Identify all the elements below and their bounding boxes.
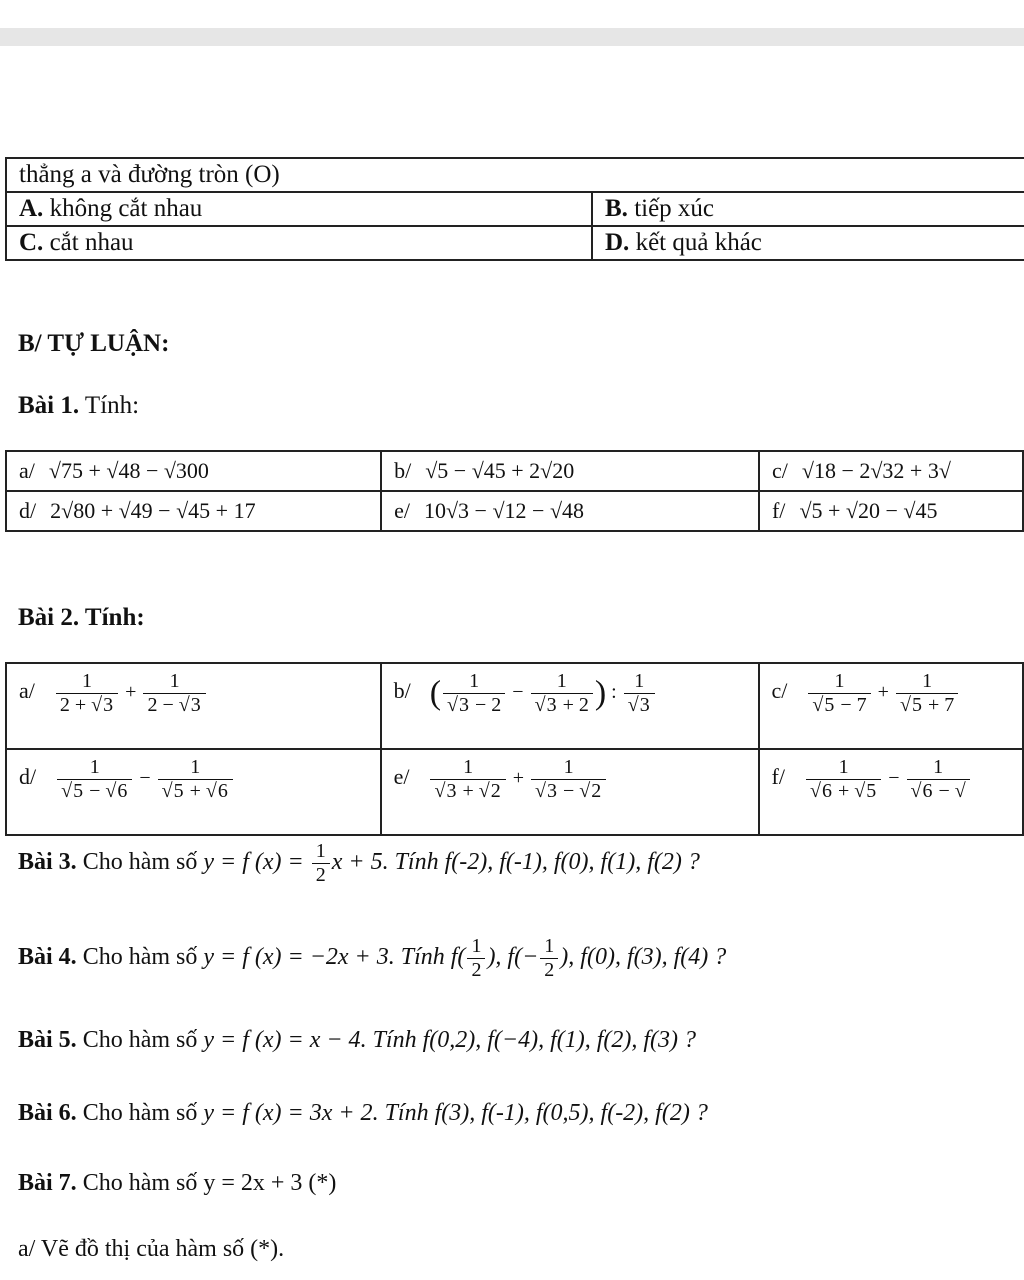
bai6-line: Bài 6. Cho hàm số y = f (x) = 3x + 2. Tính f(3), f(-1), f(0,5), f(-2), f(2) ? bbox=[18, 1100, 708, 1126]
bai1-item-d: d/ 2√80 + √49 − √45 + 17 bbox=[6, 491, 381, 531]
bai4-line: Bài 4. Cho hàm số y = f (x) = −2x + 3. Tính f( $\frac{1}{2}$ ), f(− $\frac{1}{2}$ ), f(0), f(3), f(4) ? bbox=[18, 935, 727, 981]
option-d: D. kết quả khác bbox=[592, 226, 1024, 260]
bai2-item-f: f/ $\frac{1}{√6 + √5}$ − $\frac{1}{√6 - √}$ bbox=[759, 749, 1023, 835]
top-bar bbox=[0, 28, 1024, 46]
bai1-item-b: b/ √5 − √45 + 2√20 bbox=[381, 451, 759, 491]
bai2-item-d: d/ $\frac{1}{√5 - √6}$ − $\frac{1}{√5 + √6}$ bbox=[6, 749, 381, 835]
bai2-table bbox=[5, 662, 1024, 836]
bai7a-line: a/ Vẽ đồ thị của hàm số (*). bbox=[18, 1236, 285, 1262]
option-c: C. cắt nhau bbox=[6, 226, 592, 260]
bai3-line: Bài 3. Cho hàm số y = f (x) = $\frac{1}{2}$ x + 5. Tính f(-2), f(-1), f(0), f(1), f(2) ? bbox=[18, 840, 700, 886]
bai2-item-c: c/ $\frac{1}{√5 - 7}$ + $\frac{1}{√5 + 7}$ bbox=[759, 663, 1023, 749]
bai1-item-f: f/ √5 + √20 − √45 bbox=[759, 491, 1023, 531]
bai1-item-c: c/ √18 − 2√32 + 3√ bbox=[759, 451, 1023, 491]
bai2-item-a: a/ $\frac{1}{2 + √3}$ + $\frac{1}{2 - √3}$ bbox=[6, 663, 381, 749]
mc-options-table bbox=[5, 157, 1024, 261]
mc-stem: thẳng a và đường tròn (O) bbox=[6, 158, 1024, 192]
bai2-heading: Bài 2. Tính: bbox=[18, 604, 145, 631]
section-title: B/ TỰ LUẬN: bbox=[18, 330, 170, 357]
bai5-line: Bài 5. Cho hàm số y = f (x) = x − 4. Tính f(0,2), f(−4), f(1), f(2), f(3) ? bbox=[18, 1027, 697, 1053]
bai1-heading: Bài 1. Tính: bbox=[18, 392, 140, 419]
bai2-item-b: b/ ( $\frac{1}{√3 - 2}$ − $\frac{1}{√3 + 2}$ ) : $\frac{1}{√3}$ bbox=[381, 663, 759, 749]
bai1-item-a: a/ √75 + √48 − √300 bbox=[6, 451, 381, 491]
bai1-table bbox=[5, 450, 1024, 532]
bai1-item-e: e/ 10√3 − √12 − √48 bbox=[381, 491, 759, 531]
option-b: B. tiếp xúc bbox=[592, 192, 1024, 226]
bai2-item-e: e/ $\frac{1}{√3 + √2}$ + $\frac{1}{√3 - √2}$ bbox=[381, 749, 759, 835]
bai7-line: Bài 7. Cho hàm số y = 2x + 3 (*) bbox=[18, 1170, 337, 1196]
option-a: A. không cắt nhau bbox=[6, 192, 592, 226]
